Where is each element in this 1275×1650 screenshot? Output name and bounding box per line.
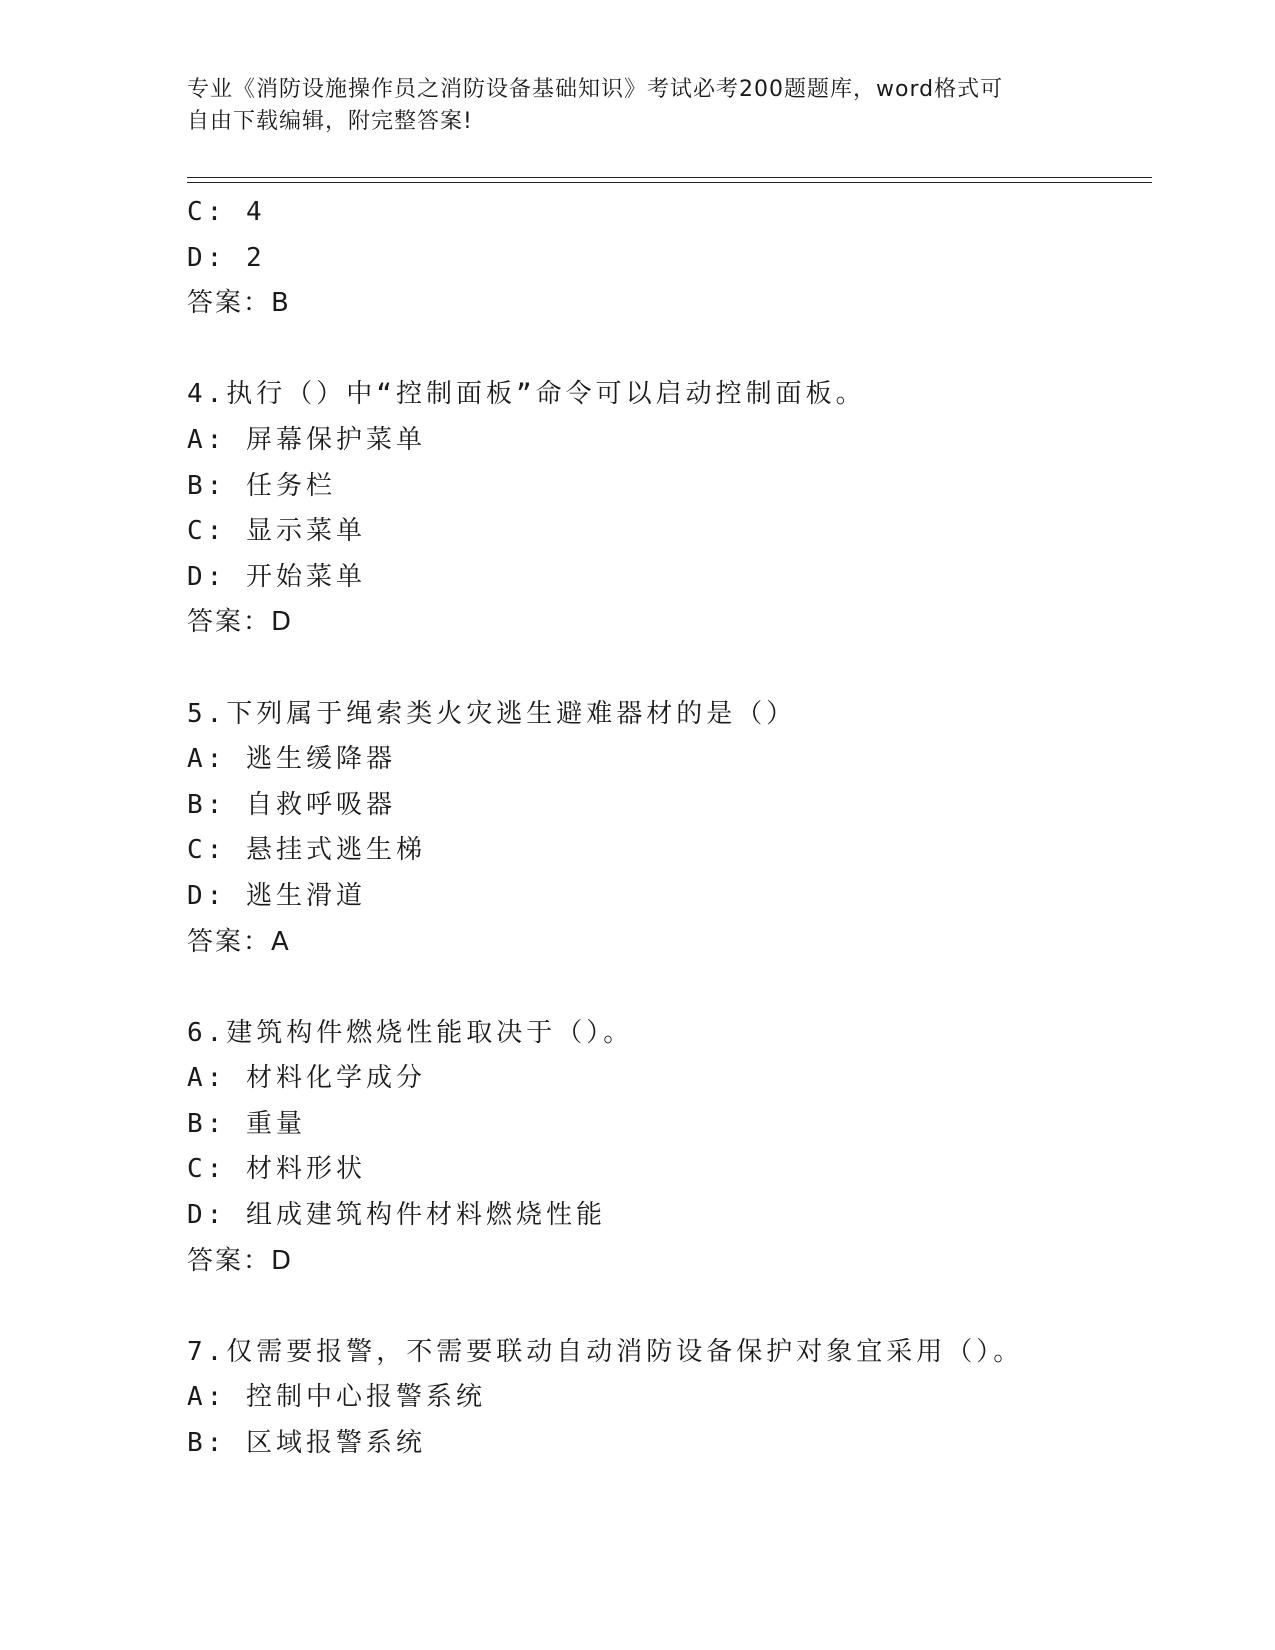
question-stem: 5.下列属于绳索类火灾逃生避难器材的是（） (187, 698, 797, 729)
question-content (187, 190, 1152, 1467)
document-header (187, 74, 1087, 138)
option-d: D: 组成建筑构件材料燃烧性能 (187, 1200, 606, 1231)
header-rule-top (187, 177, 1152, 178)
question-stem: 4.执行（）中“控制面板”命令可以启动控制面板。 (187, 379, 866, 410)
option-b: B: 区域报警系统 (187, 1428, 426, 1459)
header-title-line-2: 自由下载编辑，附完整答案! (187, 109, 473, 134)
option-a: A: 控制中心报警系统 (187, 1382, 486, 1413)
question-stem: 6.建筑构件燃烧性能取决于（）。 (187, 1017, 634, 1048)
answer-line: 答案：B (187, 288, 291, 319)
question-5 (187, 692, 1152, 966)
spacer (187, 1284, 1152, 1330)
answer-line: 答案：A (187, 926, 291, 957)
spacer (187, 965, 1152, 1011)
spacer (187, 327, 1152, 373)
option-c: C: 材料形状 (187, 1154, 366, 1185)
option-c: C: 显示菜单 (187, 516, 366, 547)
answer-line: 答案：D (187, 1245, 294, 1276)
option-b: B: 任务栏 (187, 470, 336, 501)
option-b: B: 重量 (187, 1108, 306, 1139)
option-a: A: 逃生缓降器 (187, 744, 396, 775)
question-7 (187, 1330, 1152, 1467)
option-d: D: 2 (187, 242, 266, 273)
option-c: C: 4 (187, 197, 266, 227)
option-d: D: 开始菜单 (187, 561, 366, 592)
question-3-continued (187, 190, 1152, 327)
question-6 (187, 1011, 1152, 1285)
option-a: A: 材料化学成分 (187, 1063, 426, 1094)
answer-line: 答案：D (187, 607, 294, 638)
option-a: A: 屏幕保护菜单 (187, 424, 426, 455)
option-c: C: 悬挂式逃生梯 (187, 835, 426, 866)
question-stem: 7.仅需要报警，不需要联动自动消防设备保护对象宜采用（）。 (187, 1336, 1024, 1367)
header-rule-bottom (187, 182, 1152, 183)
option-d: D: 逃生滑道 (187, 880, 366, 911)
option-b: B: 自救呼吸器 (187, 789, 396, 820)
question-4 (187, 372, 1152, 646)
header-title-line-1: 专业《消防设施操作员之消防设备基础知识》考试必考200题题库，word格式可 (187, 77, 1004, 102)
spacer (187, 646, 1152, 692)
